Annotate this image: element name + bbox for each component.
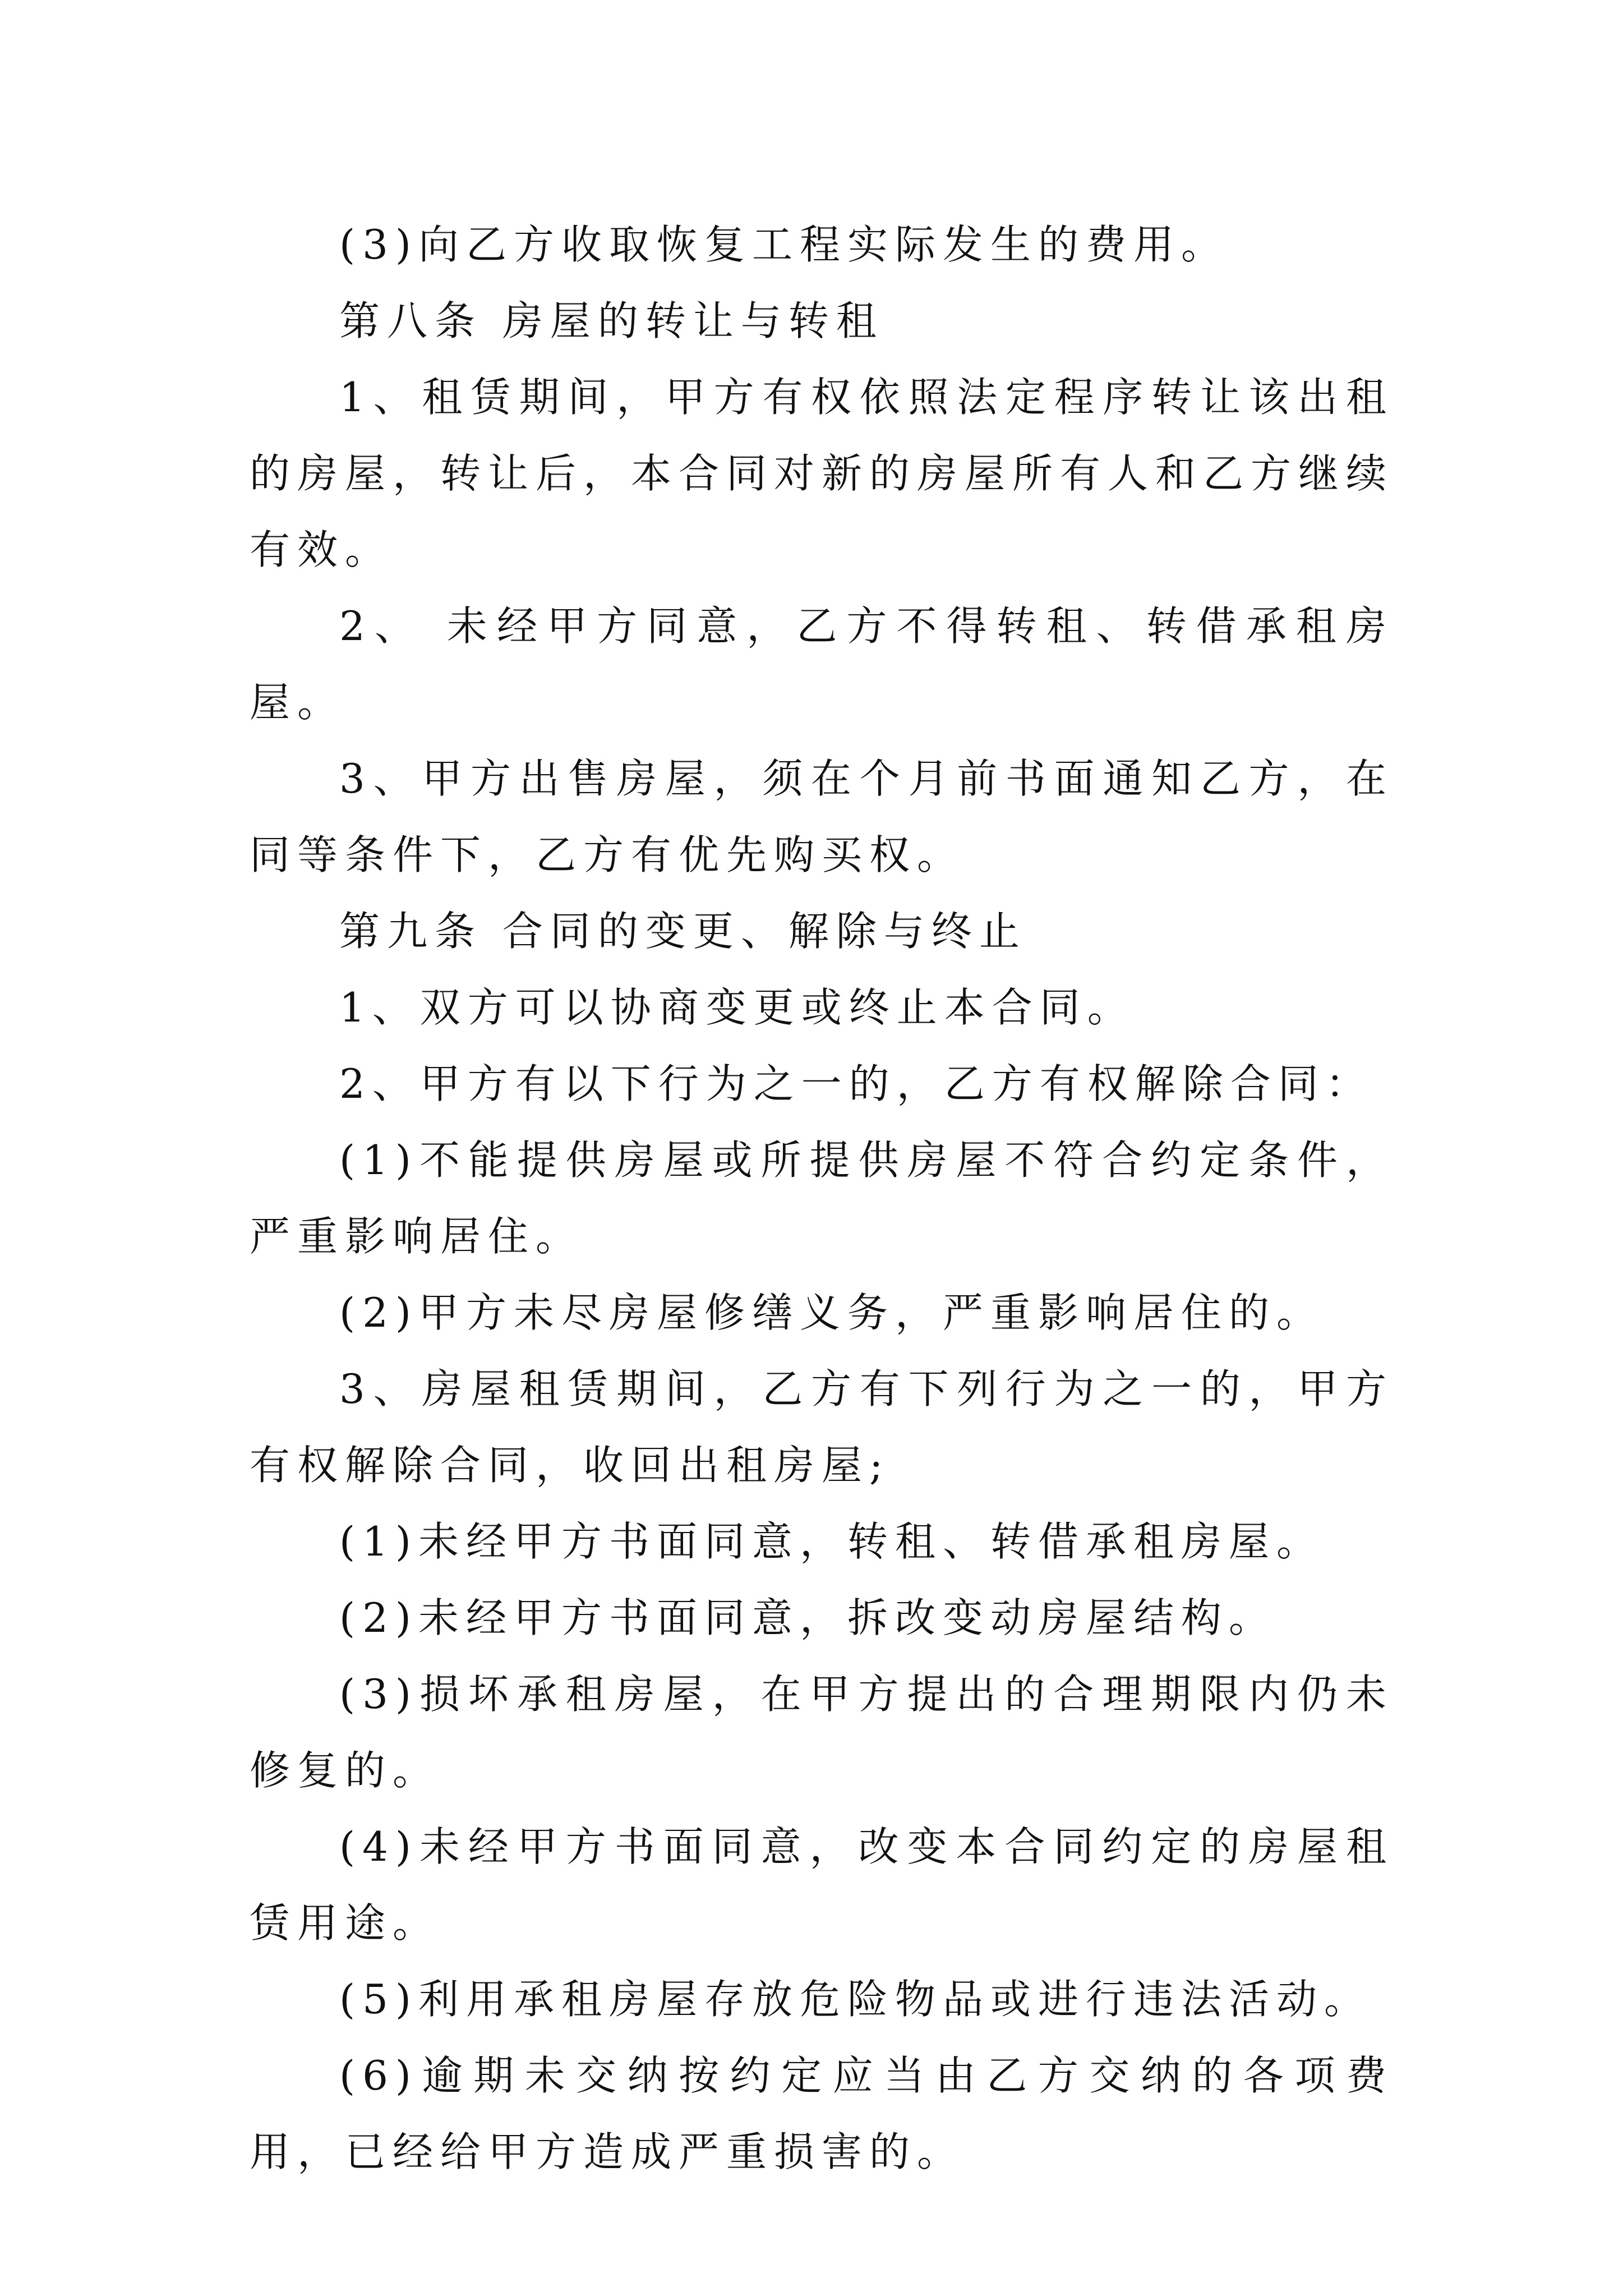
paragraph-8-2: 2、 未经甲方同意，乙方不得转租、转借承租房屋。	[250, 602, 1394, 726]
paragraph-recover-cost: (3)向乙方收取恢复工程实际发生的费用。	[339, 221, 1229, 268]
article-8-heading: 第八条 房屋的转让与转租	[339, 297, 884, 344]
paragraph-9-3-item-1: (1)未经甲方书面同意，转租、转借承租房屋。	[339, 1518, 1324, 1565]
paragraph-9-3-item-2: (2)未经甲方书面同意，拆改变动房屋结构。	[339, 1594, 1276, 1641]
paragraph-9-3: 3、房屋租赁期间，乙方有下列行为之一的，甲方有权解除合同，收回出租房屋;	[250, 1365, 1394, 1489]
paragraph-8-1: 1、租赁期间，甲方有权依照法定程序转让该出租的房屋，转让后，本合同对新的房屋所有人和乙方继续有效。	[250, 374, 1394, 573]
paragraph-9-3-item-5: (5)利用承租房屋存放危险物品或进行违法活动。	[339, 1976, 1372, 2023]
paragraph-9-3-item-3: (3)损坏承租房屋，在甲方提出的合理期限内仍未修复的。	[250, 1671, 1394, 1794]
paragraph-9-2-item-2: (2)甲方未尽房屋修缮义务，严重影响居住的。	[339, 1289, 1324, 1336]
paragraph-8-3: 3、甲方出售房屋，须在个月前书面通知乙方，在同等条件下，乙方有优先购买权。	[250, 755, 1394, 878]
paragraph-9-3-item-4: (4)未经甲方书面同意，改变本合同约定的房屋租赁用途。	[250, 1823, 1394, 1947]
paragraph-9-2: 2、甲方有以下行为之一的，乙方有权解除合同：	[339, 1060, 1373, 1107]
paragraph-9-1: 1、双方可以协商变更或终止本合同。	[339, 984, 1135, 1031]
paragraph-9-2-item-1: (1)不能提供房屋或所提供房屋不符合约定条件，严重影响居住。	[250, 1137, 1394, 1260]
article-9-heading: 第九条 合同的变更、解除与终止	[339, 908, 1027, 955]
paragraph-9-3-item-6: (6)逾期未交纳按约定应当由乙方交纳的各项费用，已经给甲方造成严重损害的。	[250, 2052, 1394, 2175]
document-body	[250, 206, 1394, 2190]
